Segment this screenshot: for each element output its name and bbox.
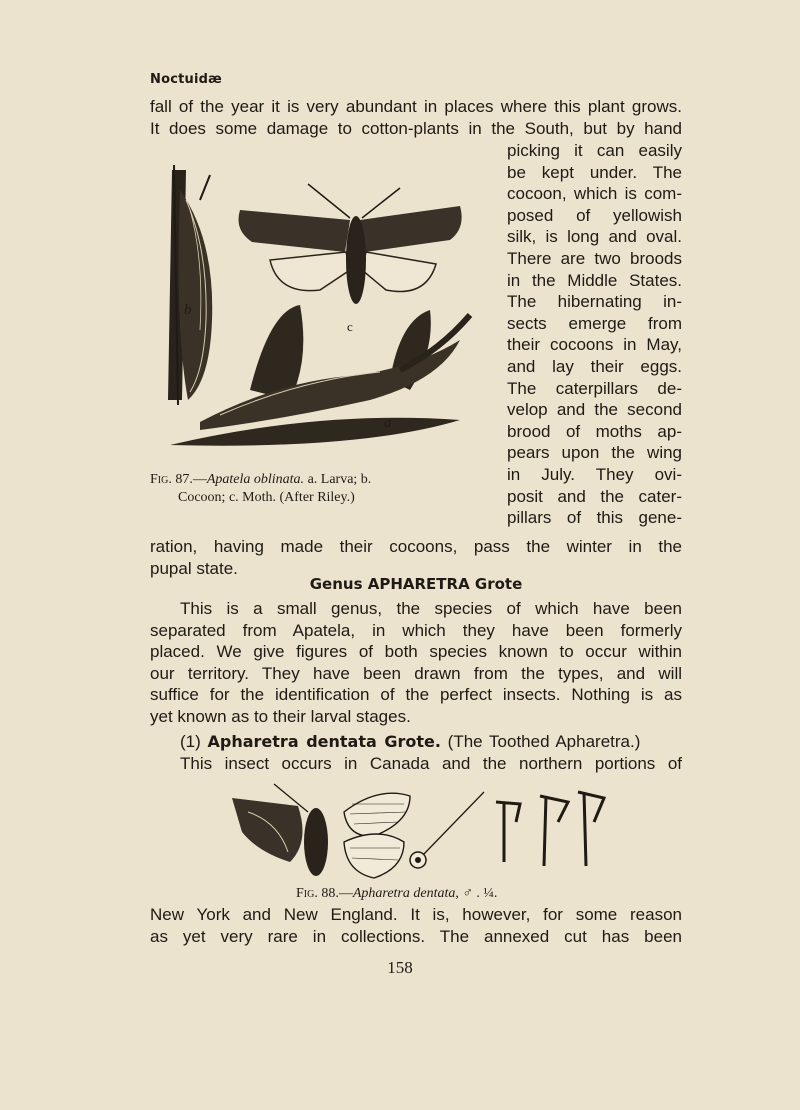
text-line: fall of the year it is very abundant in places where this plant grows. xyxy=(150,97,682,116)
wrapped-text-line: and lay their eggs. xyxy=(507,356,682,376)
moth-drawing xyxy=(239,184,462,304)
antenna-and-head xyxy=(410,792,484,868)
moth-side-view xyxy=(232,784,328,876)
running-head: Noctuidæ xyxy=(150,72,222,87)
caption-prefix: Fig. 87.— xyxy=(150,472,207,487)
figure-88-illustration xyxy=(228,782,613,882)
wrapped-text-line: pillars of this gene- xyxy=(507,508,682,528)
wrapped-text-line: posit and the cater- xyxy=(507,486,682,506)
species-common-name: (The Toothed Apharetra.) xyxy=(447,732,641,751)
wrapped-text-line: The hibernating in- xyxy=(507,292,682,312)
figure-87-illustration xyxy=(160,160,490,470)
wrapped-text-line: picking it can easily xyxy=(507,141,682,160)
genus-text-line: yet known as to their larval stages. xyxy=(150,706,411,726)
wrapped-text-line: velop and the second xyxy=(507,400,682,420)
bottom-paragraph xyxy=(150,904,682,947)
species-number: (1) xyxy=(180,732,201,751)
caption-species: Apharetra dentata, xyxy=(352,886,459,901)
genus-text-line: separated from Apatela, in which they have been formerly xyxy=(150,620,682,640)
genus-text-line: our territory. They have been drawn from the types, and will xyxy=(150,663,682,683)
wrapped-text-line: The caterpillars de- xyxy=(507,378,682,398)
wrapped-text-column xyxy=(507,140,682,529)
wrapped-text-line: brood of moths ap- xyxy=(507,421,682,441)
species-heading xyxy=(150,731,682,774)
genus-text-line: This is a small genus, the species of which have been xyxy=(180,599,682,618)
genus-text-line: placed. We give figures of both species known to occur within xyxy=(150,642,682,662)
genus-heading: Genus APHARETRA Grote xyxy=(309,575,523,593)
wrapped-text-line: posed of yellowish xyxy=(507,205,682,225)
genus-paragraph xyxy=(150,598,682,728)
text-line: New York and New England. It is, however, for some reason xyxy=(150,905,682,924)
wrapped-text-line: silk, is long and oval. xyxy=(507,227,682,247)
after-wrap-paragraph xyxy=(150,536,682,579)
larva-drawing xyxy=(170,305,470,446)
species-name: Apharetra dentata Grote. xyxy=(207,732,441,751)
wrapped-text-line: be kept under. The xyxy=(507,162,682,182)
text-line: as yet very rare in collections. The annexed cut has been xyxy=(150,926,682,946)
wrapped-text-line: sects emerge from xyxy=(507,313,682,333)
legs-drawing xyxy=(496,792,604,866)
wings-outline xyxy=(344,793,410,878)
figure-87-caption-line2: Cocoon; c. Moth. (After Riley.) xyxy=(178,490,355,505)
genus-text-line: suffice for the identification of the perfect insects. Nothing is as xyxy=(150,685,682,705)
page-number: 158 xyxy=(387,958,413,977)
wrapped-text-line: pears upon the wing xyxy=(507,443,682,463)
caption-species: Apatela oblinata. xyxy=(206,472,305,487)
cocoon-drawing xyxy=(168,165,212,405)
figure-88-caption xyxy=(296,885,497,903)
figure-87-label-a: a xyxy=(384,415,392,431)
figure-87-caption-line1 xyxy=(150,471,371,489)
figure-87-label-c: c xyxy=(347,319,353,334)
wrapped-text-line: There are two broods xyxy=(507,248,682,268)
figure-87-label-b: b xyxy=(184,302,192,318)
wrapped-text-line: their cocoons in May, xyxy=(507,335,682,355)
wrapped-text-line: in July. They ovi- xyxy=(507,464,682,484)
top-paragraph xyxy=(150,96,682,139)
caption-prefix: Fig. 88.— xyxy=(296,886,353,901)
caption-suffix: ♂ . ¼. xyxy=(462,886,498,901)
caption-rest: a. Larva; b. xyxy=(307,472,372,487)
wrapped-text-line: in the Middle States. xyxy=(507,270,682,290)
text-line: ration, having made their cocoons, pass the winter in the xyxy=(150,537,682,556)
text-line: It does some damage to cotton-plants in the South, but by hand xyxy=(150,118,682,138)
text-line: pupal state. xyxy=(150,558,238,578)
text-line: This insect occurs in Canada and the northern portions of xyxy=(180,753,682,773)
wrapped-text-line: cocoon, which is com- xyxy=(507,184,682,204)
